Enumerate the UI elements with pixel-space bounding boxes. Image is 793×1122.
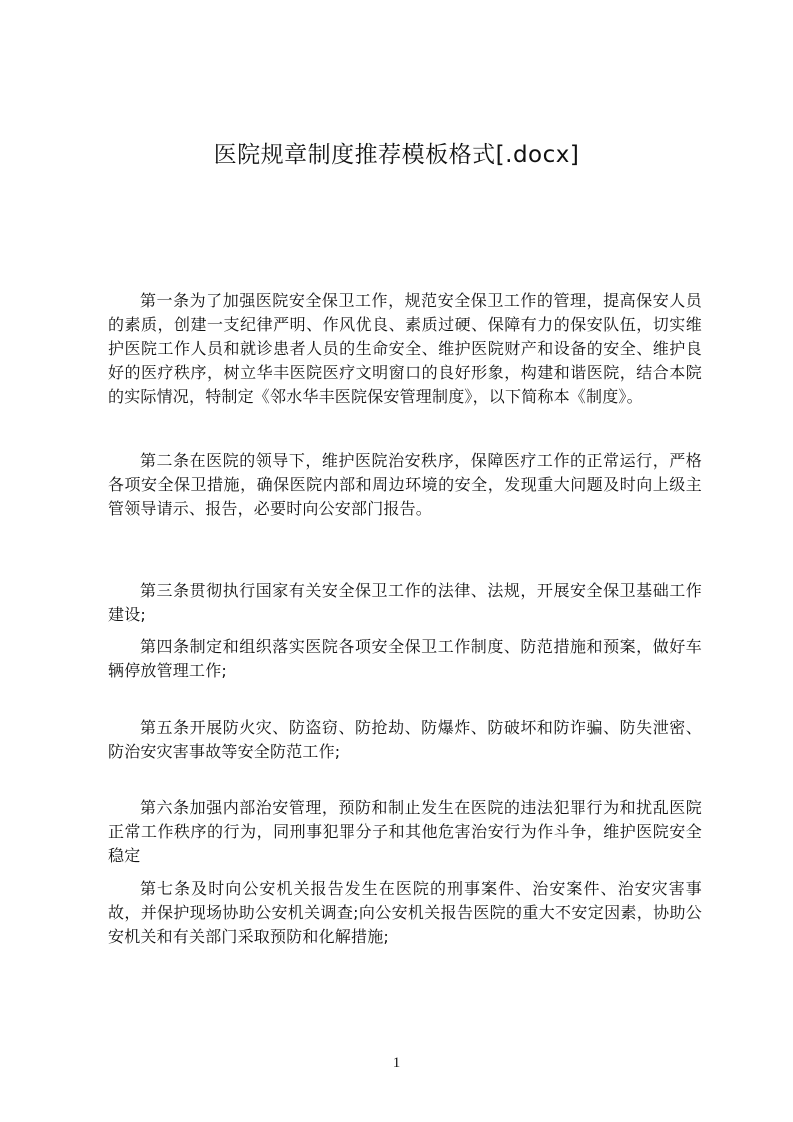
- paragraph-article-2: 第二条在医院的领导下，维护医院治安秩序，保障医疗工作的正常运行，严格各项安全保卫措施，确保医院内部和周边环境的安全，发现重大问题及时向上级主管领导请示、报告，必要时向公安部门报告。: [108, 451, 702, 518]
- paragraph-article-1: 第一条为了加强医院安全保卫工作，规范安全保卫工作的管理，提高保安人员的素质，创建一支纪律严明、作风优良、素质过硬、保障有力的保安队伍，切实维护医院工作人员和就诊患者人员的生命安全、维护医院财产和设备的安全、维护良好的医疗秩序，树立华丰医院医疗文明窗口的良好形象，构建和谐医院，结合本院的实际情况，特制定《邻水华丰医院保安管理制度》，以下简称本《制度》。: [108, 291, 702, 406]
- paragraph-article-3: 第三条贯彻执行国家有关安全保卫工作的法律、法规，开展安全保卫基础工作建设;: [108, 581, 702, 624]
- document-title: 医院规章制度推荐模板格式[.docx]: [213, 142, 580, 168]
- page-number: 1: [392, 1055, 401, 1071]
- paragraph-article-7: 第七条及时向公安机关报告发生在医院的刑事案件、治安案件、治安灾害事故，并保护现场协助公安机关调查;向公安机关报告医院的重大不安定因素，协助公安机关和有关部门采取预防和化解措施;: [108, 879, 702, 946]
- paragraph-article-6: 第六条加强内部治安管理，预防和制止发生在医院的违法犯罪行为和扰乱医院正常工作秩序的行为，同刑事犯罪分子和其他危害治安行为作斗争，维护医院安全稳定: [108, 798, 702, 865]
- paragraph-article-5: 第五条开展防火灾、防盗窃、防抢劫、防爆炸、防破坏和防诈骗、防失泄密、防治安灾害事故等安全防范工作;: [108, 718, 702, 761]
- paragraph-article-4: 第四条制定和组织落实医院各项安全保卫工作制度、防范措施和预案，做好车辆停放管理工作;: [108, 637, 702, 680]
